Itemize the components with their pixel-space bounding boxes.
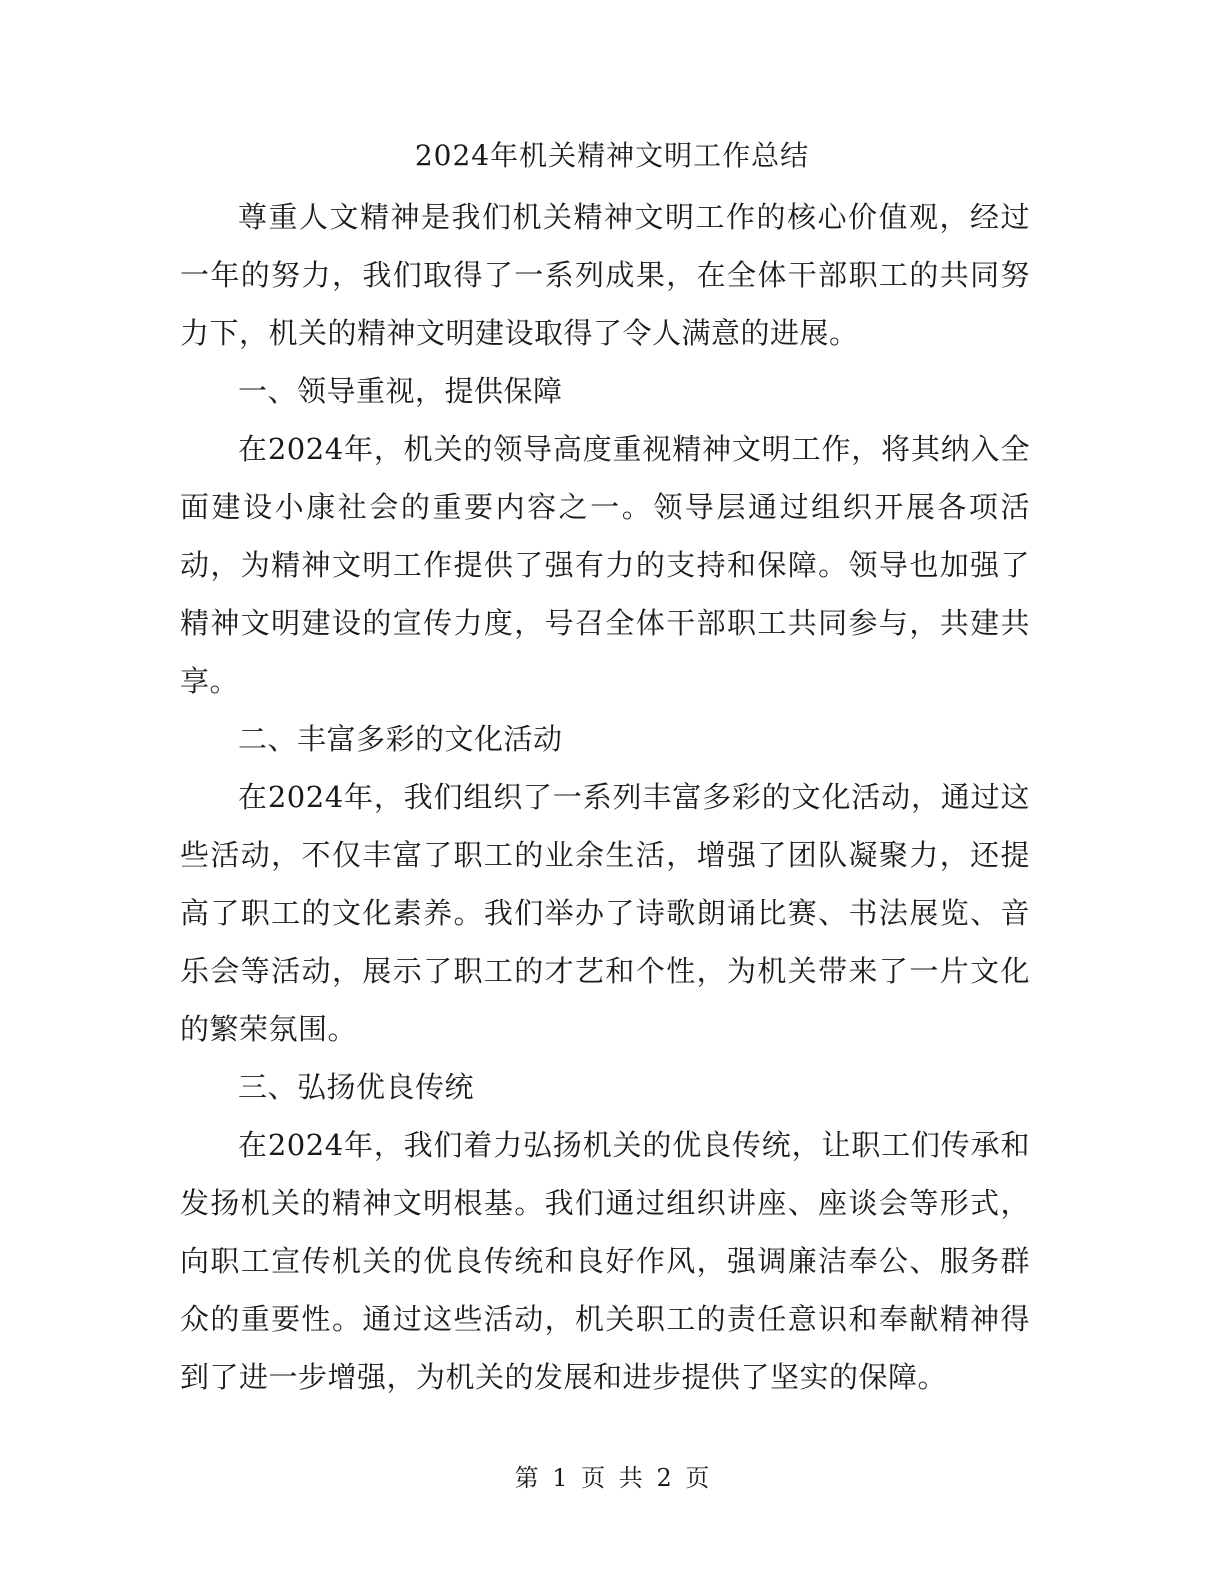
- document-body: [180, 188, 1030, 1406]
- section-paragraph-3: 在2024年，我们着力弘扬机关的优良传统，让职工们传承和发扬机关的精神文明根基。我们通过组织讲座、座谈会等形式，向职工宣传机关的优良传统和良好作风，强调廉洁奉公、服务群众的重要性。通过这些活动，机关职工的责任意识和奉献精神得到了进一步增强，为机关的发展和进步提供了坚实的保障。: [180, 1128, 1030, 1394]
- section-paragraph-2: 在2024年，我们组织了一系列丰富多彩的文化活动，通过这些活动，不仅丰富了职工的业余生活，增强了团队凝聚力，还提高了职工的文化素养。我们举办了诗歌朗诵比赛、书法展览、音乐会等活动，展示了职工的才艺和个性，为机关带来了一片文化的繁荣氛围。: [180, 780, 1030, 1046]
- section-paragraph-1: 在2024年，机关的领导高度重视精神文明工作，将其纳入全面建设小康社会的重要内容之一。领导层通过组织开展各项活动，为精神文明工作提供了强有力的支持和保障。领导也加强了精神文明建设的宣传力度，号召全体干部职工共同参与，共建共享。: [180, 432, 1030, 698]
- section-heading-3: 三、弘扬优良传统: [238, 1070, 475, 1104]
- section-heading-2: 二、丰富多彩的文化活动: [238, 722, 563, 756]
- intro-paragraph: 尊重人文精神是我们机关精神文明工作的核心价值观，经过一年的努力，我们取得了一系列成果，在全体干部职工的共同努力下，机关的精神文明建设取得了令人满意的进展。: [180, 200, 1030, 350]
- page-number-footer: 第 1 页 共 2 页: [514, 1464, 710, 1492]
- document-title: 2024年机关精神文明工作总结: [414, 139, 810, 172]
- section-heading-1: 一、领导重视，提供保障: [238, 374, 563, 408]
